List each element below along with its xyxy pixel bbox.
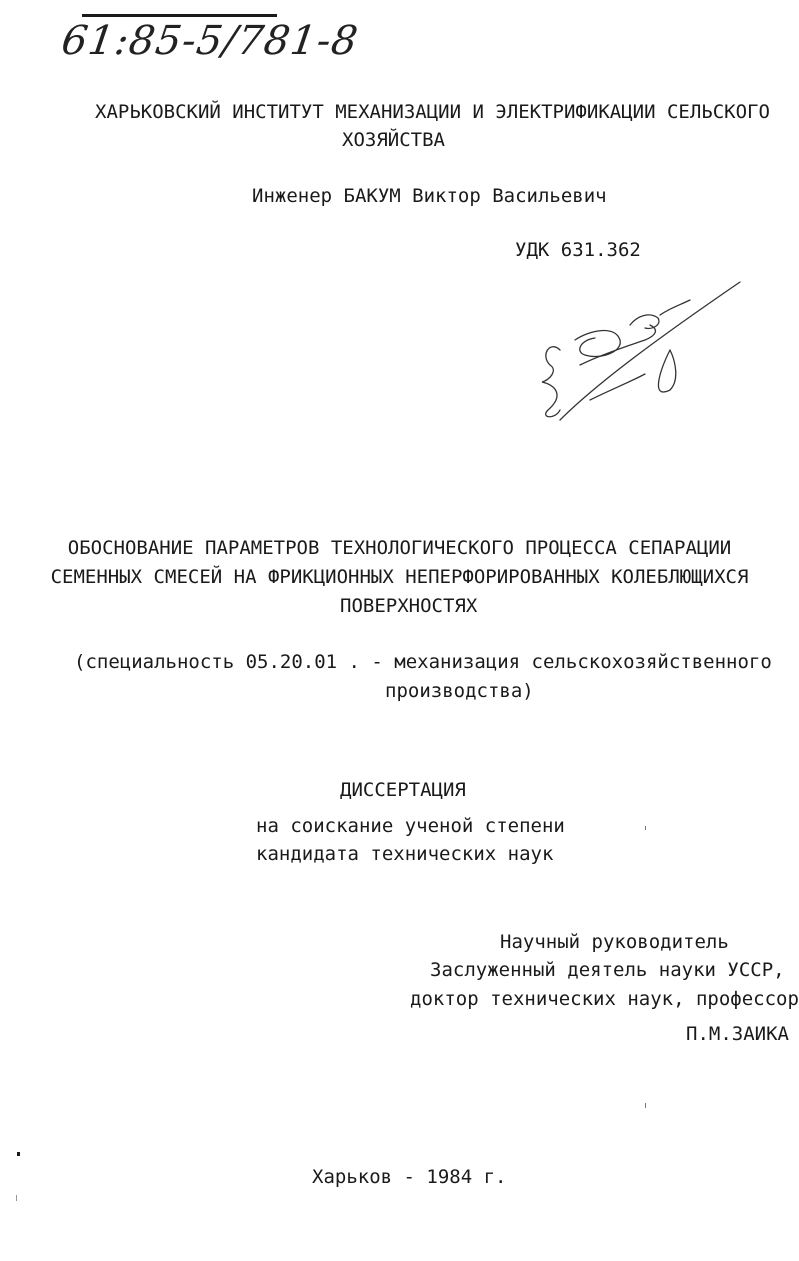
institute-line1: ХАРЬКОВСКИЙ ИНСТИТУТ МЕХАНИЗАЦИИ И ЭЛЕКТРИФИКАЦИИ СЕЛЬСКОГО [95, 101, 770, 123]
city-year: Харьков - 1984 г. [312, 1166, 507, 1188]
scan-speck [16, 1195, 17, 1201]
supervisor-name: П.М.ЗАИКА [686, 1023, 789, 1045]
dissertation-line2: кандидата технических наук [256, 843, 554, 865]
specialty-line1: (специальность 05.20.01 . - механизация сельскохозяйственного [74, 651, 772, 673]
supervisor-degree: доктор технических наук, профессор [410, 988, 799, 1010]
title-line3: ПОВЕРХНОСТЯХ [340, 595, 478, 617]
scan-speck [645, 826, 646, 830]
top-rule [82, 14, 277, 17]
dissertation-heading: ДИССЕРТАЦИЯ [340, 779, 466, 801]
title-line1: ОБОСНОВАНИЕ ПАРАМЕТРОВ ТЕХНОЛОГИЧЕСКОГО ПРОЦЕССА СЕПАРАЦИИ [67, 537, 732, 559]
author-line: Инженер БАКУМ Виктор Васильевич [252, 185, 607, 207]
udc-code: УДК 631.362 [515, 239, 641, 261]
scan-speck [645, 1103, 646, 1108]
supervisor-label: Научный руководитель [500, 931, 729, 953]
archive-number-handwritten: 61:85-5/781-8 [58, 18, 362, 64]
institute-line2: ХОЗЯЙСТВА [342, 129, 445, 151]
dissertation-line1: на соискание ученой степени [256, 815, 565, 837]
supervisor-title: Заслуженный деятель науки УССР, [430, 959, 785, 981]
scan-speck [17, 1152, 20, 1156]
specialty-line2: производства) [385, 680, 534, 702]
title-line2: СЕМЕННЫХ СМЕСЕЙ НА ФРИКЦИОННЫХ НЕПЕРФОРИРОВАННЫХ КОЛЕБЛЮЩИХСЯ [50, 566, 749, 588]
signature-scribble [520, 270, 780, 450]
